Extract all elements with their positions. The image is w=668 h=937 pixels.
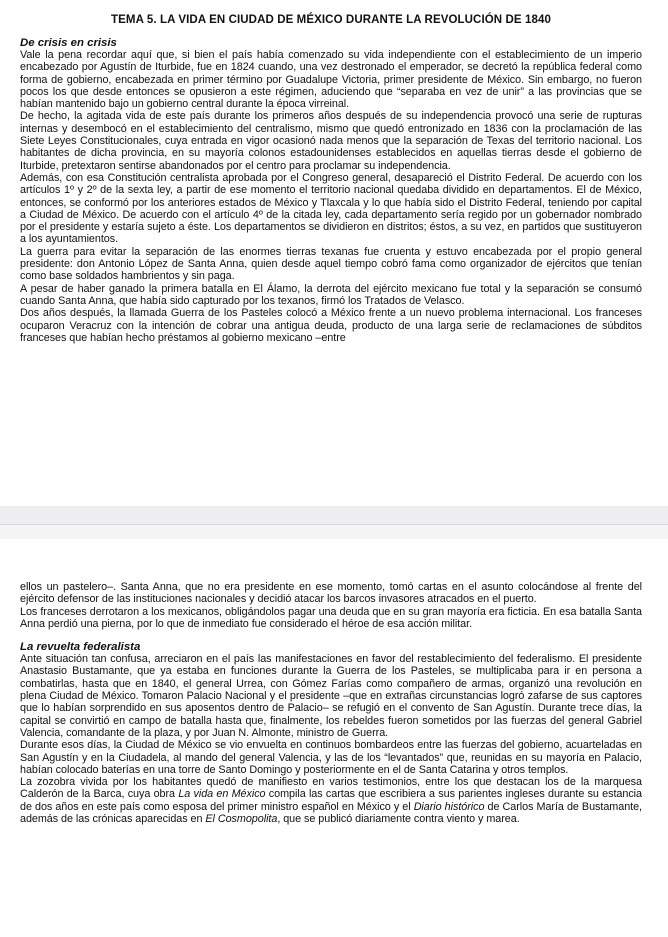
paragraph: Durante esos días, la Ciudad de México se vio envuelta en continuos bombardeos entre las fuerzas del gobierno, acuarteladas en San Agustín y en la Ciudadela, al mando del general Valencia, y las de los “levantados” que, reunidas en su mayoría en Palacio, habían colocado baterías en una torre de Santo Domingo y posteriormente en el de Santa Catarina y otros templos.: [20, 739, 642, 776]
text-run: de Carlos María de Bustamante, además de las crónicas aparecidas en: [20, 800, 643, 826]
section-heading-crisis: De crisis en crisis: [20, 37, 117, 49]
paragraph: Además, con esa Constitución centralista aprobada por el Congreso general, desapareció el Distrito Federal. De acuerdo con los artículos 1º y 2º de la sexta ley, a partir de ese momento el territorio nacional quedaba dividido en departamentos. El de México, entonces, se conformó por los anteriores estados de México y Tlaxcala y lo que había sido el Distrito Federal, teniendo por capital a Ciudad de México. De acuerdo con el artículo 4º de la citada ley, cada departamento sería regido por un gobernador nombrado por el presidente y estaría sujeto a éste. Los departamentos se dividieron en distritos; éstos, a su vez, en partidos que sustituyeron a los ayuntamientos.: [20, 171, 642, 246]
book-title: Diario histórico: [413, 800, 485, 813]
page-2: [0, 548, 668, 937]
text-run: La zozobra vivida por los habitantes quedó de manifiesto en varios testimonios, entre los que destacan los de la marquesa Calderón de la Barca, cuya obra: [20, 776, 642, 801]
paragraph: ellos un pastelero–. Santa Anna, que no era presidente en ese momento, tomó cartas en el asunto colocándose al frente del ejército defensor de las instituciones nacionales y decidió atacar los barcos invasores atracados en el puerto.: [20, 581, 642, 606]
paragraph: De hecho, la agitada vida de este país durante los primeros años después de su independencia provocó una serie de rupturas internas y desembocó en el establecimiento del centralismo, mismo que quedó entronizado en 1836 con la proclamación de las Siete Leyes Constitucionales, cuya entrada en vigor ocasionó nada menos que la separación de Texas del territorio nacional. Los habitantes de dicha provincia, en su mayoría colonos estadounidenses establecidos en aquellas tierras desde el gobierno de Iturbide, pretextaron sentirse abandonados por el centro para proclamar su independencia.: [20, 110, 642, 172]
book-title: La vida en México: [178, 788, 266, 801]
paragraph: Ante situación tan confusa, arreciaron en el país las manifestaciones en favor del restablecimiento del federalismo. El presidente Anastasio Bustamante, que ya estaba en funciones durante la Guerra de los Pasteles, se multiplicaba para ir en persona a combatirlas, hasta que en 1840, el general Urrea, con Gómez Farías como compañero de armas, organizó una revolución en plena Ciudad de México. Tomaron Palacio Nacional y el presidente –que en extrañas circunstancias logró zafarse de sus captores que lo habían sorprendido en sus aposentos dentro de Palacio– se refugió en el convento de San Agustín. Durante trece días, la capital se convirtió en campo de batalla hasta que, finalmente, los rebeldes fueron sometidos por las fuerzas del general Gabriel Valencia, comandante de la plaza, y por Juan N. Almonte, ministro de Guerra.: [20, 653, 642, 739]
paragraph: Vale la pena recordar aquí que, si bien el país había comenzado su vida independiente con el establecimiento de un imperio encabezado por Agustín de Iturbide, fue en 1824 cuando, una vez destronado el emperador, se decretó la república federal como forma de gobierno, encabezada en primer término por Guadalupe Victoria, primer presidente de México. Sin embargo, no fueron pocos los que desde entonces se opusieron a este régimen, aduciendo que “separaba en vez de unir” a las provincias que se habían mantenido bajo un gobierno central durante la época virreinal.: [20, 49, 642, 111]
section-heading-revuelta: La revuelta federalista: [20, 641, 141, 654]
page-break: [0, 500, 668, 548]
paragraph: A pesar de haber ganado la primera batalla en El Álamo, la derrota del ejército mexicano fue total y la separación se consumó cuando Santa Anna, que había sido capturado por los texanos, firmó los Tratados de Velasco.: [20, 282, 642, 307]
paragraph: Dos años después, la llamada Guerra de los Pasteles colocó a México frente a un nuevo problema internacional. Los franceses ocuparon Veracruz con la intención de cobrar una antigua deuda, producto de una larga serie de reclamaciones de súbditos franceses que habían hecho préstamos al gobierno mexicano –entre: [20, 307, 642, 344]
paragraph: [20, 776, 642, 825]
text-run: , que se publicó diariamente contra viento y marea.: [277, 813, 520, 826]
newspaper-title: El Cosmopolita: [205, 813, 278, 826]
text-run: compila las cartas que escribiera a sus parientes ingleses durante su estancia de dos años en este país como esposa del primer ministro español en México y el: [20, 788, 642, 813]
page-break-shadow: [0, 506, 668, 524]
paragraph: Los franceses derrotaron a los mexicanos, obligándolos pagar una deuda que en su gran mayoría era ficticia. En esa batalla Santa Anna perdió una pierna, por lo que de inmediato fue considerado el héroe de esa acción militar.: [20, 605, 642, 630]
page-break-shadow: [0, 525, 668, 539]
paragraph: La guerra para evitar la separación de las enormes tierras texanas fue cruenta y estuvo encabezada por el propio general presidente: don Antonio López de Santa Anna, quien desde aquel tiempo cobró fama como organizador de ejércitos que tenían como base soldados hambrientos y sin paga.: [20, 245, 642, 283]
document-title: TEMA 5. LA VIDA EN CIUDAD DE MÉXICO DURANTE LA REVOLUCIÓN DE 1840: [111, 14, 551, 26]
